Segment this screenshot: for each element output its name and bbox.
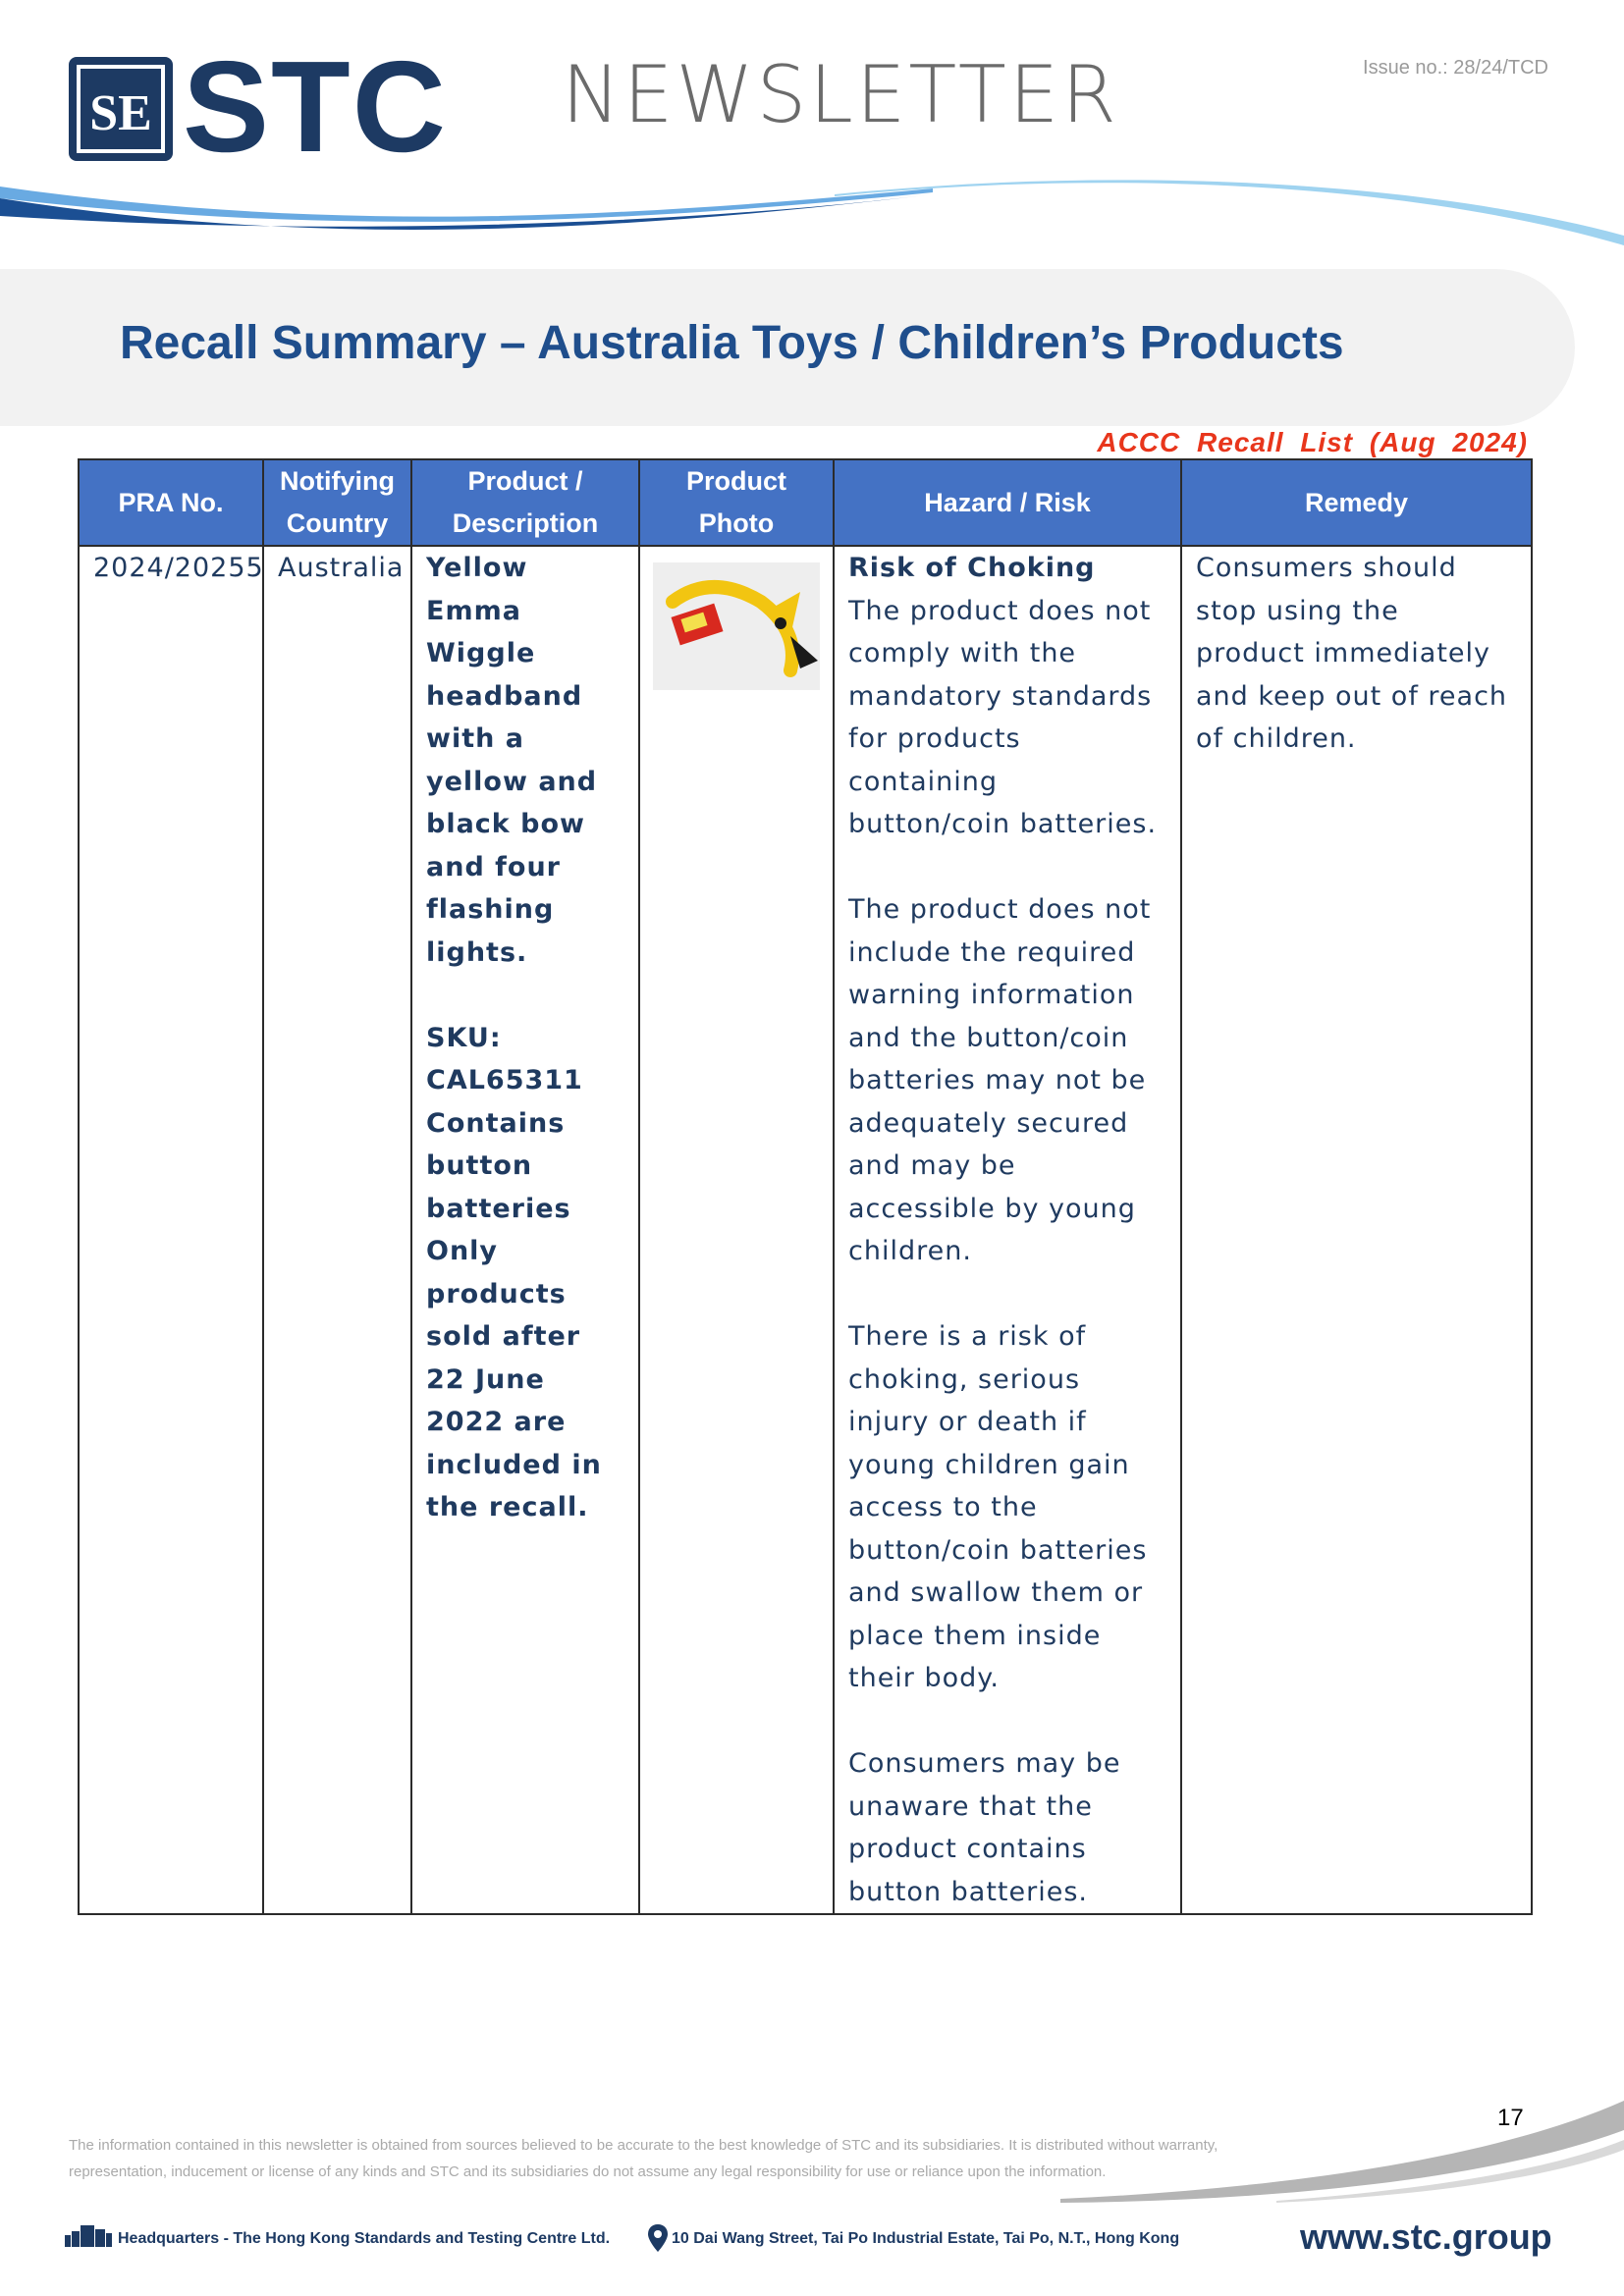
hazard-paragraph: The product does not include the required warning information and the button/coin batteries may not be adequately secured and may be accessible by young children. [848,894,1152,1266]
table-header-row [79,459,1532,546]
building-icon [65,2223,112,2247]
hazard-paragraph: The product does not comply with the mandatory standards for products containing button/coin batteries. [848,595,1158,839]
footer-headquarters: Headquarters - The Hong Kong Standards and Testing Centre Ltd. [118,2230,611,2247]
cell-remedy: Consumers should stop using the product immediately and keep out of reach of children. [1181,546,1532,1914]
stc-logo-text: STC [183,34,448,179]
hazard-paragraph: There is a risk of choking, serious injury or death if young children gain access to the button/coin batteries and swallow them or place them inside their body. [848,1321,1148,1693]
issue-number: Issue no.: 28/24/TCD [1363,57,1548,79]
page-title: Recall Summary – Australia Toys / Children’s Products [120,317,1344,369]
description-main: Yellow Emma Wiggle headband with a yellow and black bow and four flashing lights. [426,553,598,968]
header-remedy: Remedy [1181,459,1532,546]
cell-country: Australia [263,546,411,1914]
header-product-photo: Product Photo [639,459,834,546]
cell-hazard [834,546,1181,1914]
table-row [79,546,1532,1914]
location-pin-icon [648,2224,668,2252]
header-product-description: Product / Description [411,459,639,546]
header-notifying-country: Notifying Country [263,459,411,546]
svg-text:SE: SE [89,85,152,141]
cell-pra-no: 2024/20255 [79,546,263,1914]
header-pra-no: PRA No. [79,459,263,546]
header-swoosh-decoration [0,177,1624,255]
footer-address: 10 Dai Wang Street, Tai Po Industrial Estate, Tai Po, N.T., Hong Kong [672,2230,1180,2247]
page-header [0,0,1624,265]
disclaimer-text: The information contained in this newsletter is obtained from sources believed to be accurate to the best knowledge of STC and its subsidiaries. It is distributed without warranty, representation, inducement or license of any kinds and STC and its subsidiaries do not assume any legal responsibility for use or reliance upon the information. [69,2137,1218,2180]
page-number: 17 [1497,2105,1524,2131]
recall-table [78,458,1533,1915]
source-label: ACCC Recall List (Aug 2024) [1097,427,1528,457]
newsletter-title: NEWSLETTER [562,49,1119,140]
stc-logo-mark [69,57,173,161]
hazard-title: Risk of Choking [848,553,1096,583]
website-link[interactable]: www.stc.group [1300,2216,1552,2257]
header-hazard-risk: Hazard / Risk [834,459,1181,546]
product-photo-headband [653,562,820,690]
cell-description [411,546,639,1914]
hazard-paragraph: Consumers may be unaware that the product contains button batteries. [848,1748,1121,1907]
description-sku: SKU: CAL65311 Contains button batteries Only products sold after 22 June 2022 are included in the recall. [426,1022,602,1522]
cell-photo [639,546,834,1914]
